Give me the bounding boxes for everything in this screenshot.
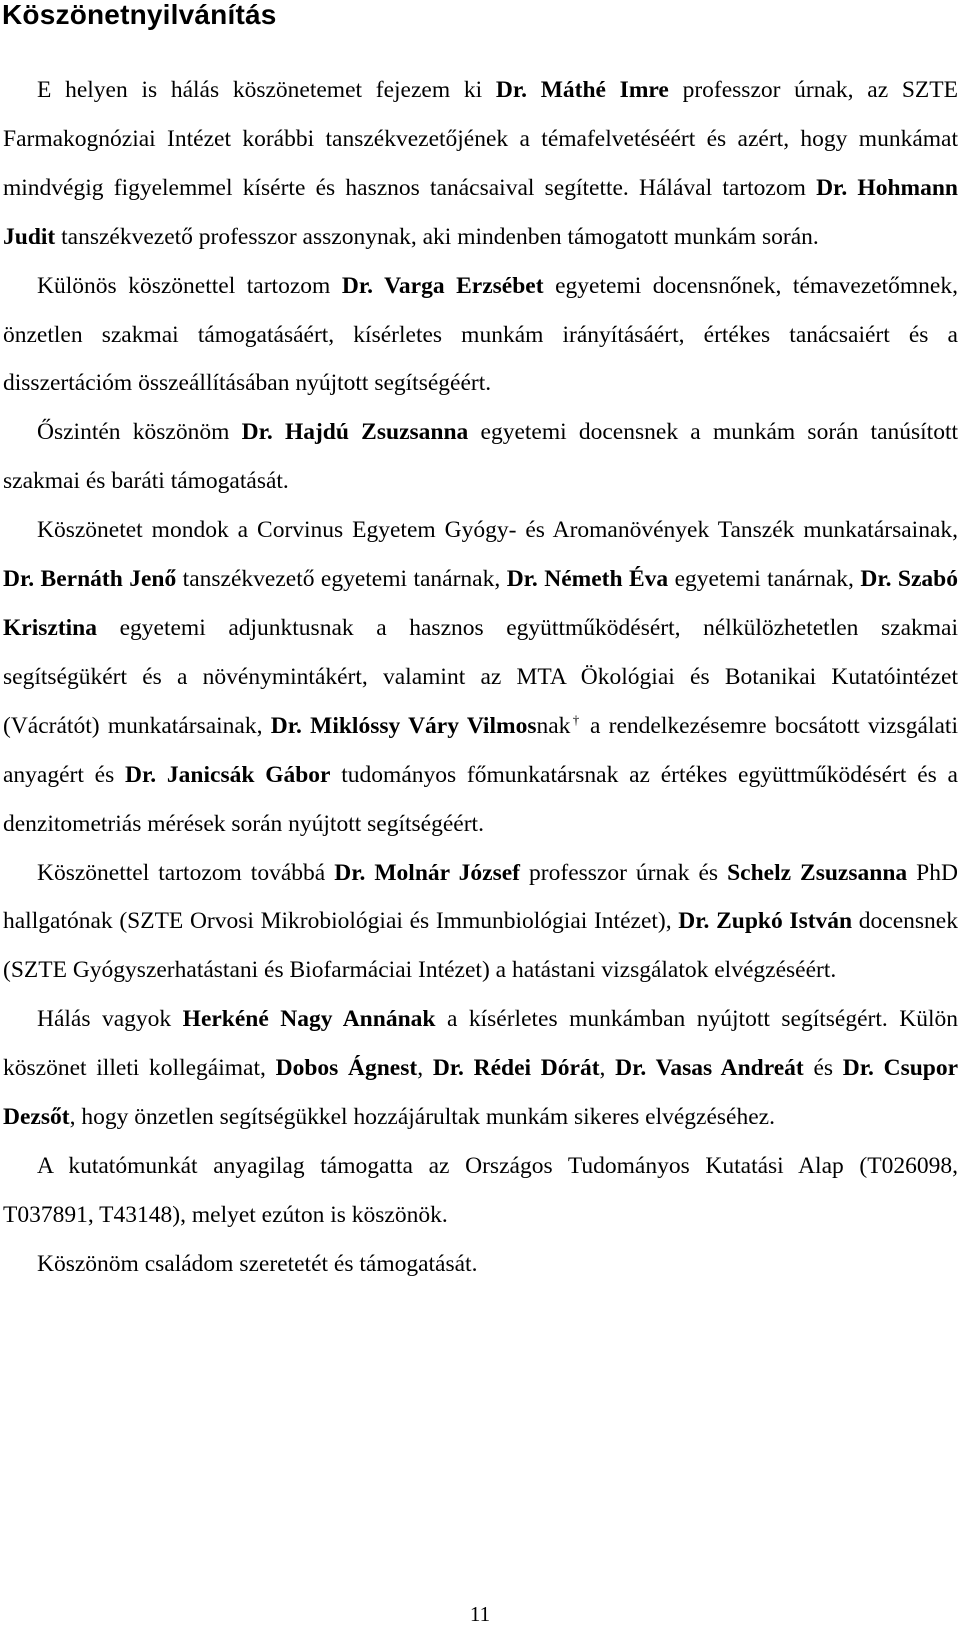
person-name: Dr. Varga Erzsébet xyxy=(341,272,544,299)
text-run: tanszékvezető egyetemi tanárnak, xyxy=(176,566,507,593)
text-run: és xyxy=(803,1055,843,1082)
paragraph xyxy=(3,408,958,506)
text-run: Köszönettel tartozom továbbá xyxy=(37,859,335,886)
page-number: 11 xyxy=(469,1602,491,1626)
person-name: Schelz Zsuzsanna xyxy=(727,859,908,886)
text-run: professzor úrnak, az SZTE Farmakognóziai Intézet korábbi tanszékvezetőjének a témafelvetéséért és azért, hogy munkámat mindvégig figyelemmel kísérte és hasznos tanácsaival segítette. Hálával tartozom xyxy=(3,77,958,201)
text-run: professzor úrnak és xyxy=(520,859,728,886)
text-run: A kutatómunkát anyagilag támogatta az Országos Tudományos Kutatási Alap (T026098, T037891, T43148), melyet ezúton is köszönök. xyxy=(3,1152,958,1228)
text-run: egyetemi adjunktusnak a hasznos együttműködésért, nélkülözhetetlen szakmai segítségükért és a növénymintákért, valamint az MTA Ökológiai és Botanikai Kutatóintézet (Vácrátót) munkatársainak, xyxy=(3,614,958,739)
text-run: Köszönetet mondok a Corvinus Egyetem Gyógy- és Aromanövények Tanszék munkatársainak, xyxy=(37,517,958,544)
person-name: Dr. Németh Éva xyxy=(506,566,669,593)
text-run: Őszintén köszönöm xyxy=(37,419,242,446)
person-name: Dr. Vasas Andreát xyxy=(615,1055,804,1082)
text-run: egyetemi tanárnak, xyxy=(668,566,861,593)
text-run: , hogy önzetlen segítségükkel hozzájárultak munkám sikeres elvégzéséhez. xyxy=(69,1104,775,1131)
text-run: tudományos főmunkatársnak az értékes együttműködésért és a denzitometriás mérések során nyújtott segítségéért. xyxy=(3,761,958,837)
text-run: E helyen is hálás köszönetemet fejezem ki xyxy=(37,77,496,103)
text-run: nak xyxy=(536,712,571,739)
paragraph xyxy=(3,66,958,262)
person-name: Dr. Zupkó István xyxy=(678,908,853,935)
person-name: Herkéné Nagy Annának xyxy=(182,1006,436,1033)
text-run: , xyxy=(599,1055,616,1082)
person-name: Dr. Szabó Krisztina xyxy=(3,566,958,641)
person-name: Dr. Hajdú Zsuzsanna xyxy=(241,419,469,446)
text-run: a kísérletes munkámban nyújtott segítségért. Külön köszönet illeti kollegáimat, xyxy=(3,1006,958,1082)
person-name: Dr. Miklóssy Váry Vilmos xyxy=(270,712,537,739)
text-run: egyetemi docensnek a munkám során tanúsított szakmai és baráti támogatását. xyxy=(3,419,959,495)
person-name: Dr. Máthé Imre xyxy=(495,77,669,103)
text-run: docensnek (SZTE Gyógyszerhatástani és Biofarmáciai Intézet) a hatástani vizsgálatok elvégzéséért. xyxy=(3,908,958,984)
text-run: Köszönöm családom szeretetét és támogatását. xyxy=(37,1250,478,1277)
person-name: Dr. Janicsák Gábor xyxy=(125,761,331,788)
paragraph xyxy=(3,1240,958,1289)
paragraph xyxy=(3,849,958,996)
text-run: PhD hallgatónak (SZTE Orvosi Mikrobiológiai és Immunbiológiai Intézet), xyxy=(3,859,958,935)
paragraph xyxy=(3,1142,958,1240)
footnote-mark: † xyxy=(570,711,582,727)
person-name: Dr. Molnár József xyxy=(334,859,521,886)
text-run: tanszékvezető professzor asszonynak, aki mindenben támogatott munkám során. xyxy=(55,223,819,250)
paragraph xyxy=(3,506,958,848)
person-name: Dr. Bernáth Jenő xyxy=(3,566,177,593)
page-title: Köszönetnyilvánítás xyxy=(2,0,277,30)
acknowledgement-body xyxy=(3,66,958,1289)
text-run: Hálás vagyok xyxy=(37,1006,183,1033)
paragraph xyxy=(3,262,958,409)
text-run: egyetemi docensnőnek, témavezetőmnek, önzetlen szakmai támogatásáért, kísérletes munkám irányításáért, értékes tanácsaiért és a disszertációm összeállításában nyújtott segítségéért. xyxy=(3,272,958,397)
person-name: Dr. Csupor Dezsőt xyxy=(3,1055,959,1131)
paragraph xyxy=(3,995,958,1142)
person-name: Dr. Hohmann Judit xyxy=(3,174,958,250)
text-run: Különös köszönettel tartozom xyxy=(37,272,342,299)
text-run: a rendelkezésemre bocsátott vizsgálati anyagért és xyxy=(3,712,958,788)
person-name: Dobos Ágnest xyxy=(275,1055,418,1082)
person-name: Dr. Rédei Dórát xyxy=(432,1055,600,1082)
text-run: , xyxy=(417,1055,433,1082)
